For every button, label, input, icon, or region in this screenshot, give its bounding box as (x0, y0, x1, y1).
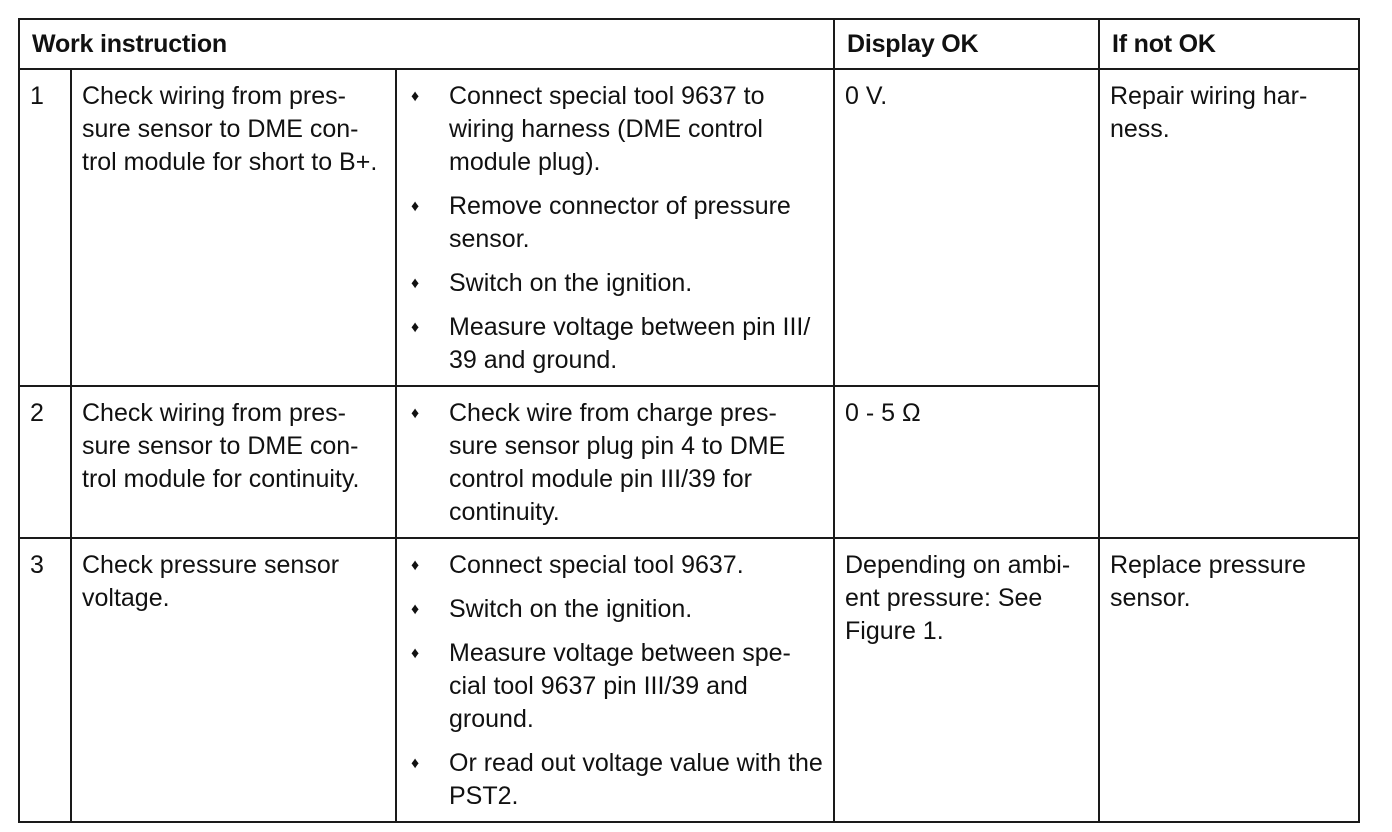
work-instruction-table (18, 18, 1360, 823)
procedure-steps (396, 386, 834, 538)
table-row (19, 69, 1359, 386)
diamond-bullet-icon: ♦ (411, 88, 420, 105)
list-item (409, 397, 825, 529)
list-item (409, 747, 825, 813)
procedure-steps (396, 69, 834, 386)
display-ok-value: 0 V. (834, 69, 1099, 386)
step-text: Connect special tool 9637 to wiring harness (DME control module plug). (449, 82, 765, 176)
list-item (409, 80, 825, 179)
diamond-bullet-icon: ♦ (411, 319, 420, 336)
list-item (409, 637, 825, 736)
step-text: Measure voltage between spe-cial tool 9637 pin III/39 and ground. (449, 639, 791, 733)
table-header-row (19, 19, 1359, 69)
header-work-instruction: Work instruction (19, 19, 834, 69)
diamond-bullet-icon: ♦ (411, 755, 420, 772)
list-item (409, 593, 825, 626)
step-number: 3 (19, 538, 71, 822)
step-number: 2 (19, 386, 71, 538)
if-not-ok-action: Replace pressure sensor. (1099, 538, 1359, 822)
header-if-not-ok: If not OK (1099, 19, 1359, 69)
check-description: Check pressure sensor voltage. (71, 538, 396, 822)
display-ok-value: 0 - 5 Ω (834, 386, 1099, 538)
list-item (409, 267, 825, 300)
table-row (19, 538, 1359, 822)
if-not-ok-action: Repair wiring har-ness. (1099, 69, 1359, 538)
step-text: Switch on the ignition. (449, 269, 693, 297)
step-number: 1 (19, 69, 71, 386)
step-text: Check wire from charge pres-sure sensor plug pin 4 to DME control module pin III/39 for continuity. (449, 399, 786, 526)
list-item (409, 549, 825, 582)
diamond-bullet-icon: ♦ (411, 275, 420, 292)
step-text: Measure voltage between pin III/ 39 and ground. (449, 313, 811, 374)
check-description: Check wiring from pres-sure sensor to DME con-trol module for short to B+. (71, 69, 396, 386)
diamond-bullet-icon: ♦ (411, 405, 420, 422)
step-text: Switch on the ignition. (449, 595, 693, 623)
display-ok-value: Depending on ambi-ent pressure: See Figure 1. (834, 538, 1099, 822)
list-item (409, 311, 825, 377)
diamond-bullet-icon: ♦ (411, 645, 420, 662)
header-display-ok: Display OK (834, 19, 1099, 69)
step-text: Or read out voltage value with the PST2. (449, 749, 823, 810)
diamond-bullet-icon: ♦ (411, 557, 420, 574)
step-text: Remove connector of pressure sensor. (449, 192, 791, 253)
diamond-bullet-icon: ♦ (411, 601, 420, 618)
list-item (409, 190, 825, 256)
procedure-steps (396, 538, 834, 822)
step-text: Connect special tool 9637. (449, 551, 744, 579)
diamond-bullet-icon: ♦ (411, 198, 420, 215)
check-description: Check wiring from pres-sure sensor to DME con-trol module for continuity. (71, 386, 396, 538)
